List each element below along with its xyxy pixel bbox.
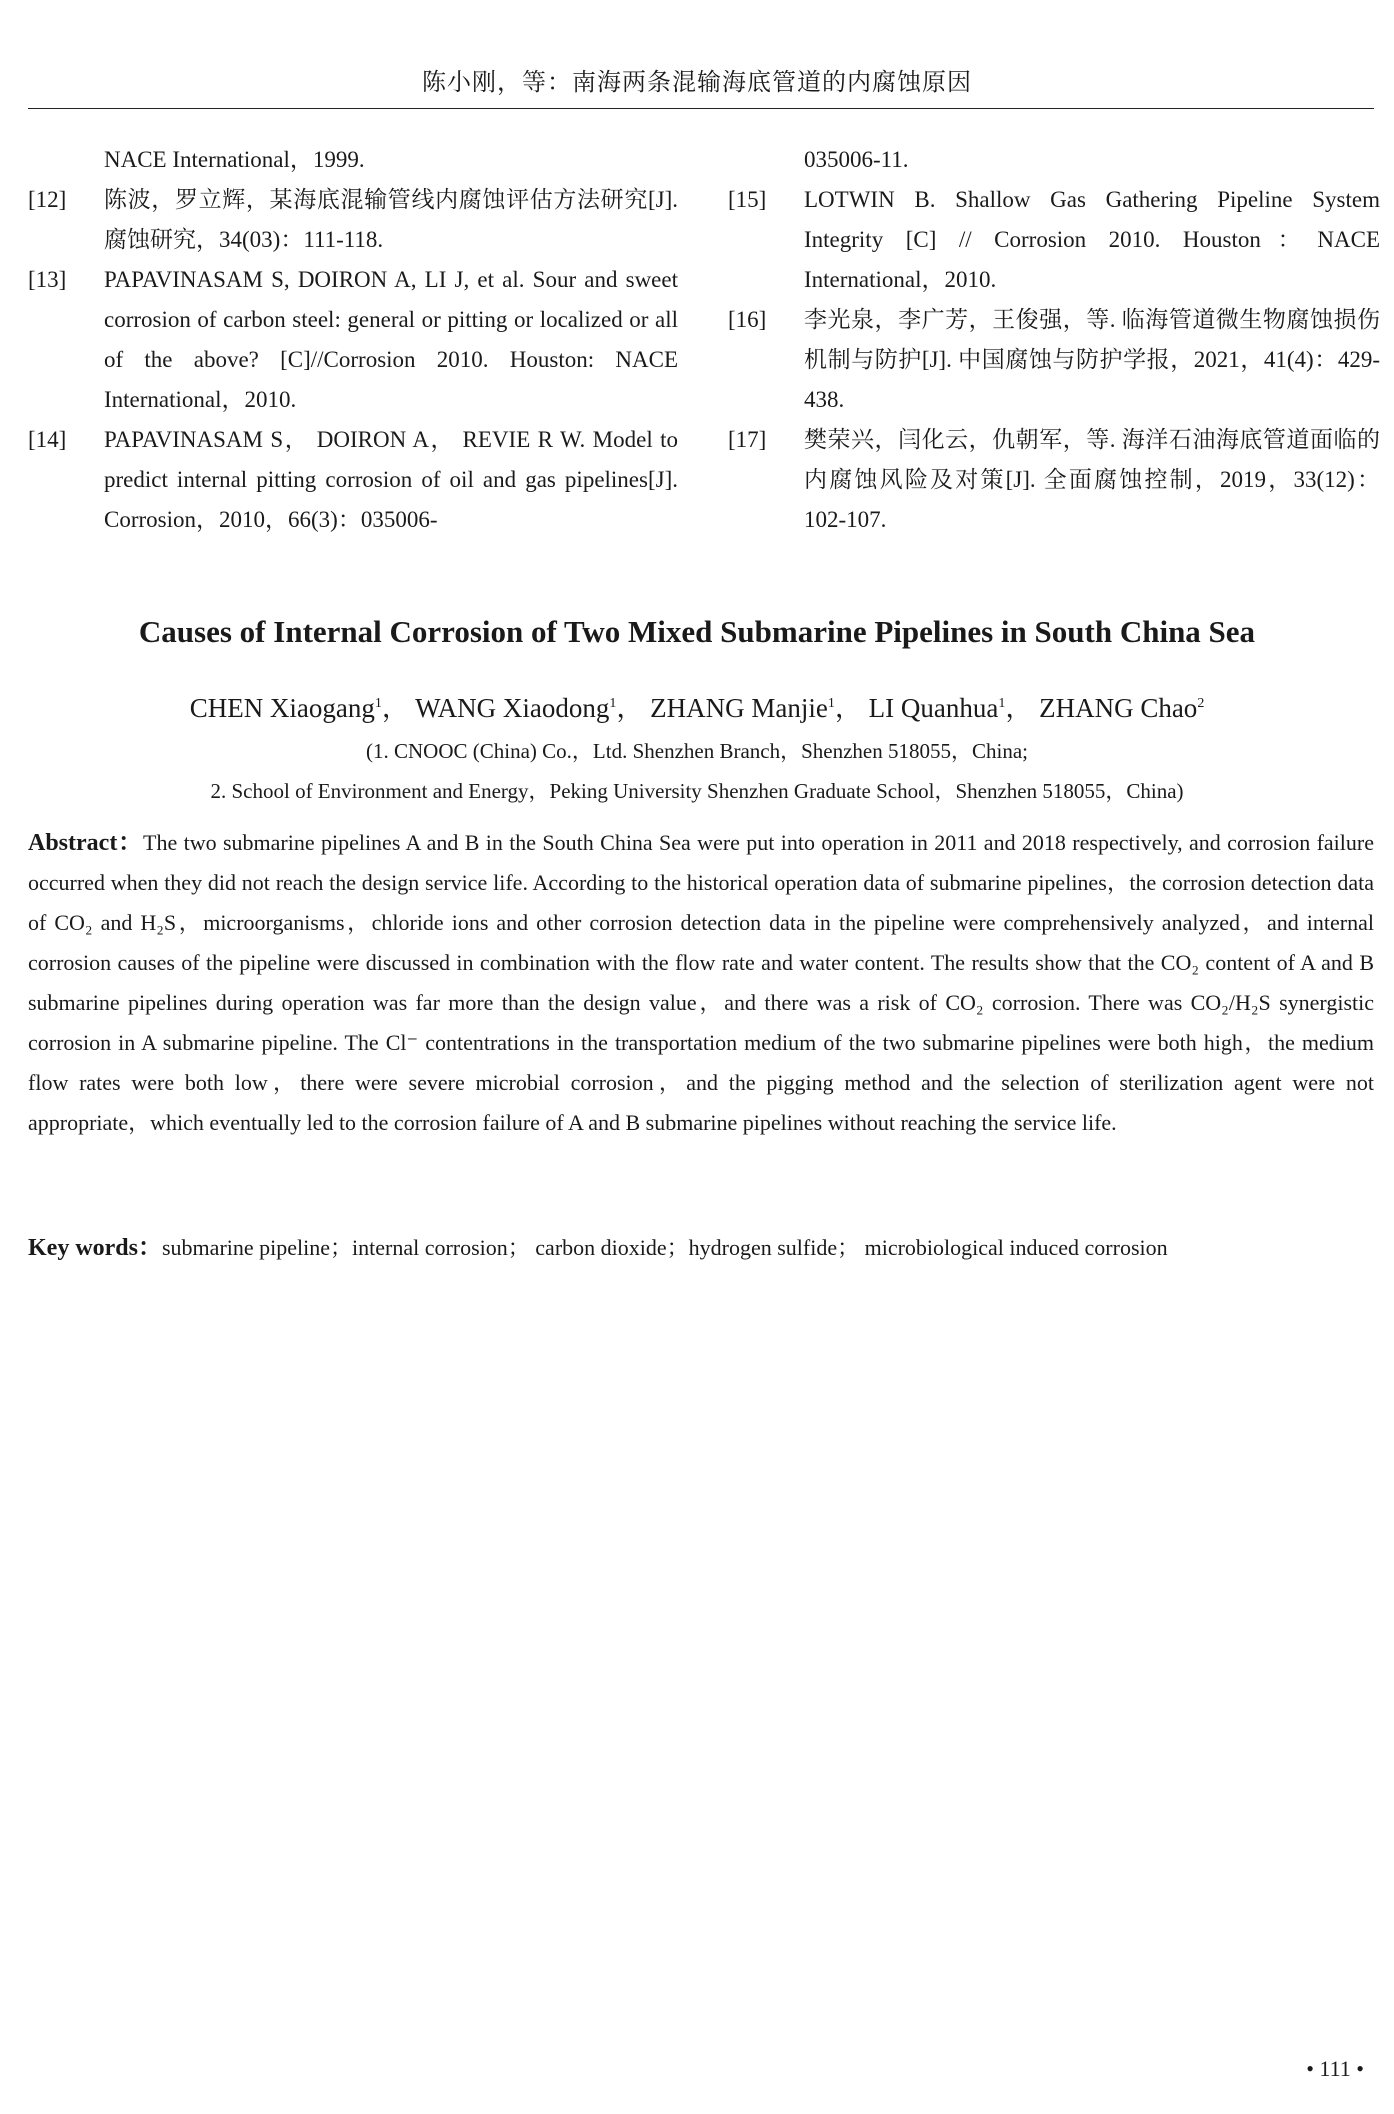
reference-number: [15] bbox=[728, 187, 767, 212]
article-title: Causes of Internal Corrosion of Two Mixed Submarine Pipelines in South China Sea bbox=[138, 614, 1256, 649]
author-affiliation-mark: 1 bbox=[609, 696, 617, 711]
references-right-column bbox=[728, 140, 1380, 540]
keywords-text: submarine pipeline；internal corrosion； carbon dioxide；hydrogen sulfide； microbiological induced corrosion bbox=[162, 1235, 1168, 1260]
reference-item bbox=[728, 420, 1380, 540]
reference-item bbox=[28, 140, 678, 180]
reference-number: [14] bbox=[28, 427, 67, 452]
author-name: CHEN Xiaogang bbox=[189, 693, 375, 723]
author-affiliation-mark: 1 bbox=[374, 696, 382, 711]
reference-text: NACE International，1999. bbox=[104, 147, 365, 172]
reference-number: [16] bbox=[728, 307, 767, 332]
reference-item bbox=[28, 420, 678, 540]
references-left-column bbox=[28, 140, 678, 540]
reference-text: LOTWIN B. Shallow Gas Gathering Pipeline System Integrity [C] // Corrosion 2010. Houston：NACE International，2010. bbox=[804, 187, 1380, 292]
author-name: WANG Xiaodong bbox=[415, 693, 610, 723]
author-affiliation-mark: 1 bbox=[998, 696, 1006, 711]
author-list: CHEN Xiaogang$^1$， WANG Xiaodong$^1$， ZHANG Manjie$^1$， LI Quanhua$^1$， ZHANG Chao$^2$ bbox=[189, 693, 1205, 723]
author-affiliation-mark: 1 bbox=[827, 696, 835, 711]
page-number: • 111 • bbox=[1306, 2056, 1364, 2081]
author-name: LI Quanhua bbox=[868, 693, 999, 723]
affiliation-2: 2. School of Environment and Energy，Peking University Shenzhen Graduate School，Shenzhen 518055，China) bbox=[210, 779, 1184, 803]
reference-text: PAPAVINASAM S, DOIRON A, LI J, et al. Sour and sweet corrosion of carbon steel: general or pitting or localized or all of the above? [C]//Corrosion 2010. Houston: NACE International，2010. bbox=[104, 267, 678, 412]
reference-item bbox=[28, 260, 678, 420]
reference-text: 陈波，罗立辉，某海底混输管线内腐蚀评估方法研究[J]. 腐蚀研究，34(03)：111-118. bbox=[104, 187, 678, 252]
reference-number: [12] bbox=[28, 187, 67, 212]
keywords bbox=[28, 1228, 1374, 1268]
reference-item bbox=[28, 180, 678, 260]
author-affiliation-mark: 2 bbox=[1197, 696, 1205, 711]
running-header: 陈小刚，等：南海两条混输海底管道的内腐蚀原因 bbox=[422, 68, 972, 96]
keywords-label: Key words： bbox=[28, 1235, 162, 1261]
reference-text: 李光泉，李广芳，王俊强，等. 临海管道微生物腐蚀损伤机制与防护[J]. 中国腐蚀与防护学报，2021，41(4)：429-438. bbox=[804, 307, 1380, 412]
reference-text: 樊荣兴，闫化云，仇朝军，等. 海洋石油海底管道面临的内腐蚀风险及对策[J]. 全面腐蚀控制，2019，33(12)：102-107. bbox=[804, 427, 1380, 532]
reference-number: [13] bbox=[28, 267, 67, 292]
affiliation-1: (1. CNOOC (China) Co.，Ltd. Shenzhen Branch，Shenzhen 518055，China; bbox=[366, 739, 1028, 763]
abstract bbox=[28, 823, 1374, 1143]
header-rule bbox=[28, 108, 1374, 109]
author-name: ZHANG Manjie bbox=[650, 693, 828, 723]
reference-text: 035006-11. bbox=[804, 147, 909, 172]
abstract-text: The two submarine pipelines A and B in the South China Sea were put into operation in 2011 and 2018 respectively, and corrosion failure occurred when they did not reach the design service life. According to the historical operation data of submarine pipelines，the corrosion detection data of CO₂ and H₂S，microorganisms，chloride ions and other corrosion detection data in the pipeline were comprehensively analyzed，and internal corrosion causes of the pipeline were discussed in combination with the flow rate and water content. The results show that the CO₂ content of A and B submarine pipelines during operation was far more than the design value，and there was a risk of CO₂ corrosion. There was CO₂/H₂S synergistic corrosion in A submarine pipeline. The Cl⁻ contentrations in the transportation medium of the two submarine pipelines were both high，the medium flow rates were both low，there were severe microbial corrosion，and the pigging method and the selection of sterilization agent were not appropriate，which eventually led to the corrosion failure of A and B submarine pipelines without reaching the service life. bbox=[28, 830, 1374, 1135]
reference-item bbox=[728, 140, 1380, 180]
reference-item bbox=[728, 300, 1380, 420]
reference-item bbox=[728, 180, 1380, 300]
abstract-label: Abstract： bbox=[28, 830, 144, 856]
reference-number: [17] bbox=[728, 427, 767, 452]
author-name: ZHANG Chao bbox=[1039, 693, 1198, 723]
reference-text: PAPAVINASAM S， DOIRON A， REVIE R W. Model to predict internal pitting corrosion of oil and gas pipelines[J]. Corrosion，2010，66(3)：035006- bbox=[104, 427, 678, 532]
